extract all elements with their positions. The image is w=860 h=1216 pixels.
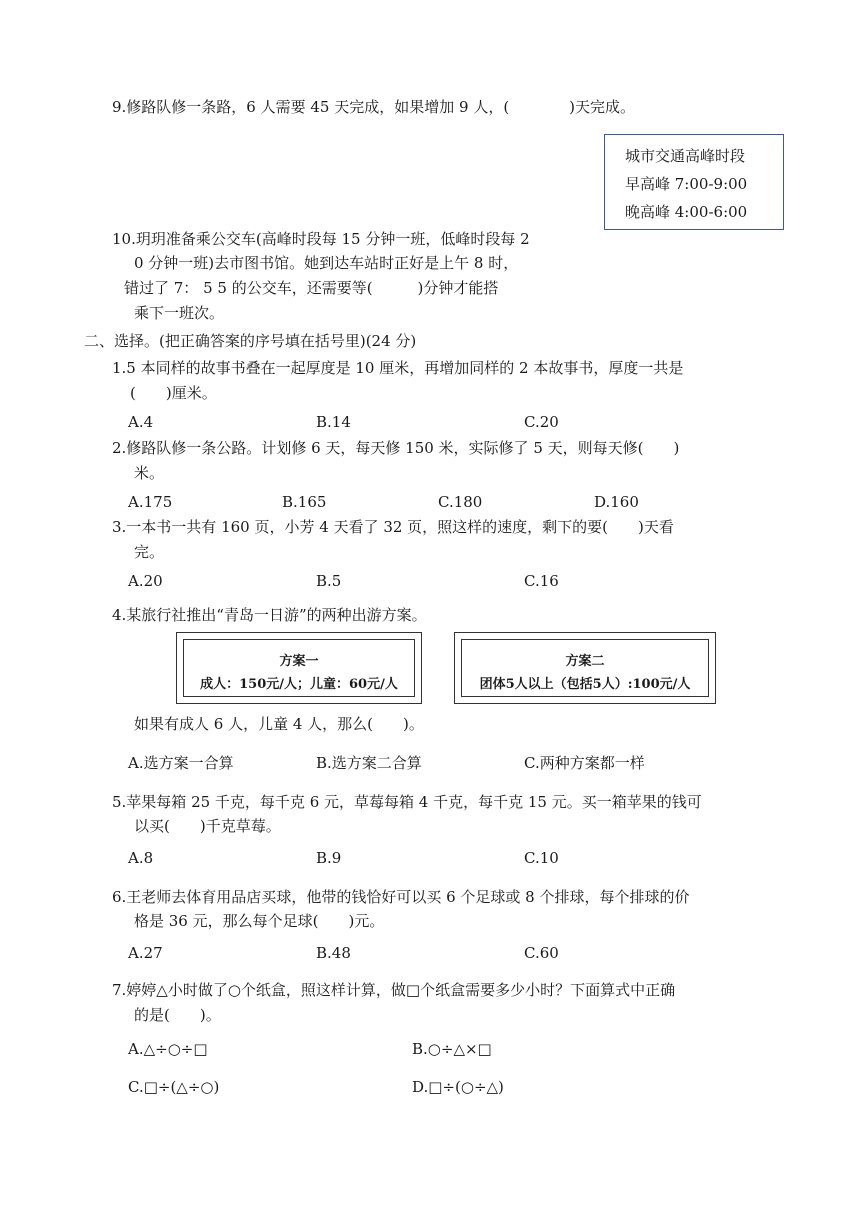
choice-question-2: 2.修路队修一条公路。计划修 6 天，每天修 150 米，实际修了 5 天，则每天修( ) <box>112 439 680 457</box>
choice-question-4: 4.某旅行社推出“青岛一日游”的两种出游方案。 <box>112 606 427 624</box>
q3-option-b: B.5 <box>316 572 342 590</box>
q3-option-c: C.16 <box>524 572 559 590</box>
traffic-box-morning: 早高峰 7:00-9:00 <box>625 175 748 193</box>
q6-option-b: B.48 <box>316 944 351 962</box>
q4-option-a: A.选方案一合算 <box>128 754 234 772</box>
question-9: 9.修路队修一条路，6 人需要 45 天完成，如果增加 9 人，( )天完成。 <box>112 98 636 116</box>
q2-option-b: B.165 <box>282 493 327 511</box>
plan-1-box <box>176 632 422 704</box>
choice-question-5: 5.苹果每箱 25 千克，每千克 6 元，草莓每箱 4 千克，每千克 15 元。买一箱苹果的钱可 <box>112 793 702 811</box>
q3-option-a: A.20 <box>128 572 163 590</box>
plan-1-title: 方案一 <box>279 654 319 669</box>
traffic-peak-box <box>604 134 784 230</box>
choice-question-6: 6.王老师去体育用品店买球，他带的钱恰好可以买 6 个足球或 8 个排球，每个排球的价 <box>112 888 690 906</box>
q5-option-c: C.10 <box>524 849 559 867</box>
choice-question-5-cont: 以买( )千克草莓。 <box>134 817 281 835</box>
choice-question-2-cont: 米。 <box>134 464 165 482</box>
q7-option-b: B.○÷△×□ <box>412 1040 492 1058</box>
plan-2-title: 方案二 <box>565 654 605 669</box>
q6-option-a: A.27 <box>128 944 163 962</box>
choice-question-4-prompt: 如果有成人 6 人，儿童 4 人，那么( )。 <box>134 715 424 733</box>
question-10-line1: 10.玥玥准备乘公交车(高峰时段每 15 分钟一班，低峰时段每 2 <box>112 230 530 248</box>
q1-option-b: B.14 <box>316 413 351 431</box>
choice-question-7: 7.婷婷△小时做了○个纸盒，照这样计算，做□个纸盒需要多少小时？下面算式中正确 <box>112 981 676 999</box>
choice-question-6-cont: 格是 36 元，那么每个足球( )元。 <box>134 912 385 930</box>
plan-2-text: 团体5人以上（包括5人）:100元/人 <box>479 677 691 692</box>
q5-option-b: B.9 <box>316 849 342 867</box>
q4-option-b: B.选方案二合算 <box>316 754 422 772</box>
q1-option-a: A.4 <box>128 413 154 431</box>
plan-2-box <box>454 632 716 704</box>
traffic-box-evening: 晚高峰 4:00-6:00 <box>625 203 748 221</box>
q7-option-a: A.△÷○÷□ <box>128 1040 208 1058</box>
q2-option-d: D.160 <box>594 493 639 511</box>
q4-option-c: C.两种方案都一样 <box>524 754 645 772</box>
plan-1-text: 成人：150元/人；儿童：60元/人 <box>200 677 398 692</box>
question-10-line2: 0 分钟一班)去市图书馆。她到达车站时正好是上午 8 时， <box>134 254 519 272</box>
q1-option-c: C.20 <box>524 413 559 431</box>
question-10-line3: 错过了 7： 5 5 的公交车，还需要等( )分钟才能搭 <box>124 279 499 297</box>
q2-option-a: A.175 <box>128 493 173 511</box>
choice-question-1: 1.5 本同样的故事书叠在一起厚度是 10 厘米，再增加同样的 2 本故事书，厚度一共是 <box>112 359 684 377</box>
choice-question-3-cont: 完。 <box>134 543 165 561</box>
traffic-box-title: 城市交通高峰时段 <box>625 147 746 165</box>
q7-option-d: D.□÷(○÷△) <box>412 1078 504 1096</box>
q2-option-c: C.180 <box>438 493 483 511</box>
q6-option-c: C.60 <box>524 944 559 962</box>
section-2-header: 二、选择。(把正确答案的序号填在括号里)(24 分) <box>84 332 417 350</box>
choice-question-1-cont: ( )厘米。 <box>130 384 217 402</box>
choice-question-7-cont: 的是( )。 <box>134 1006 221 1024</box>
choice-question-3: 3.一本书一共有 160 页，小芳 4 天看了 32 页，照这样的速度，剩下的要( )天看 <box>112 518 674 536</box>
q5-option-a: A.8 <box>128 849 154 867</box>
question-10-line4: 乘下一班次。 <box>134 304 225 322</box>
q7-option-c: C.□÷(△÷○) <box>128 1078 220 1096</box>
